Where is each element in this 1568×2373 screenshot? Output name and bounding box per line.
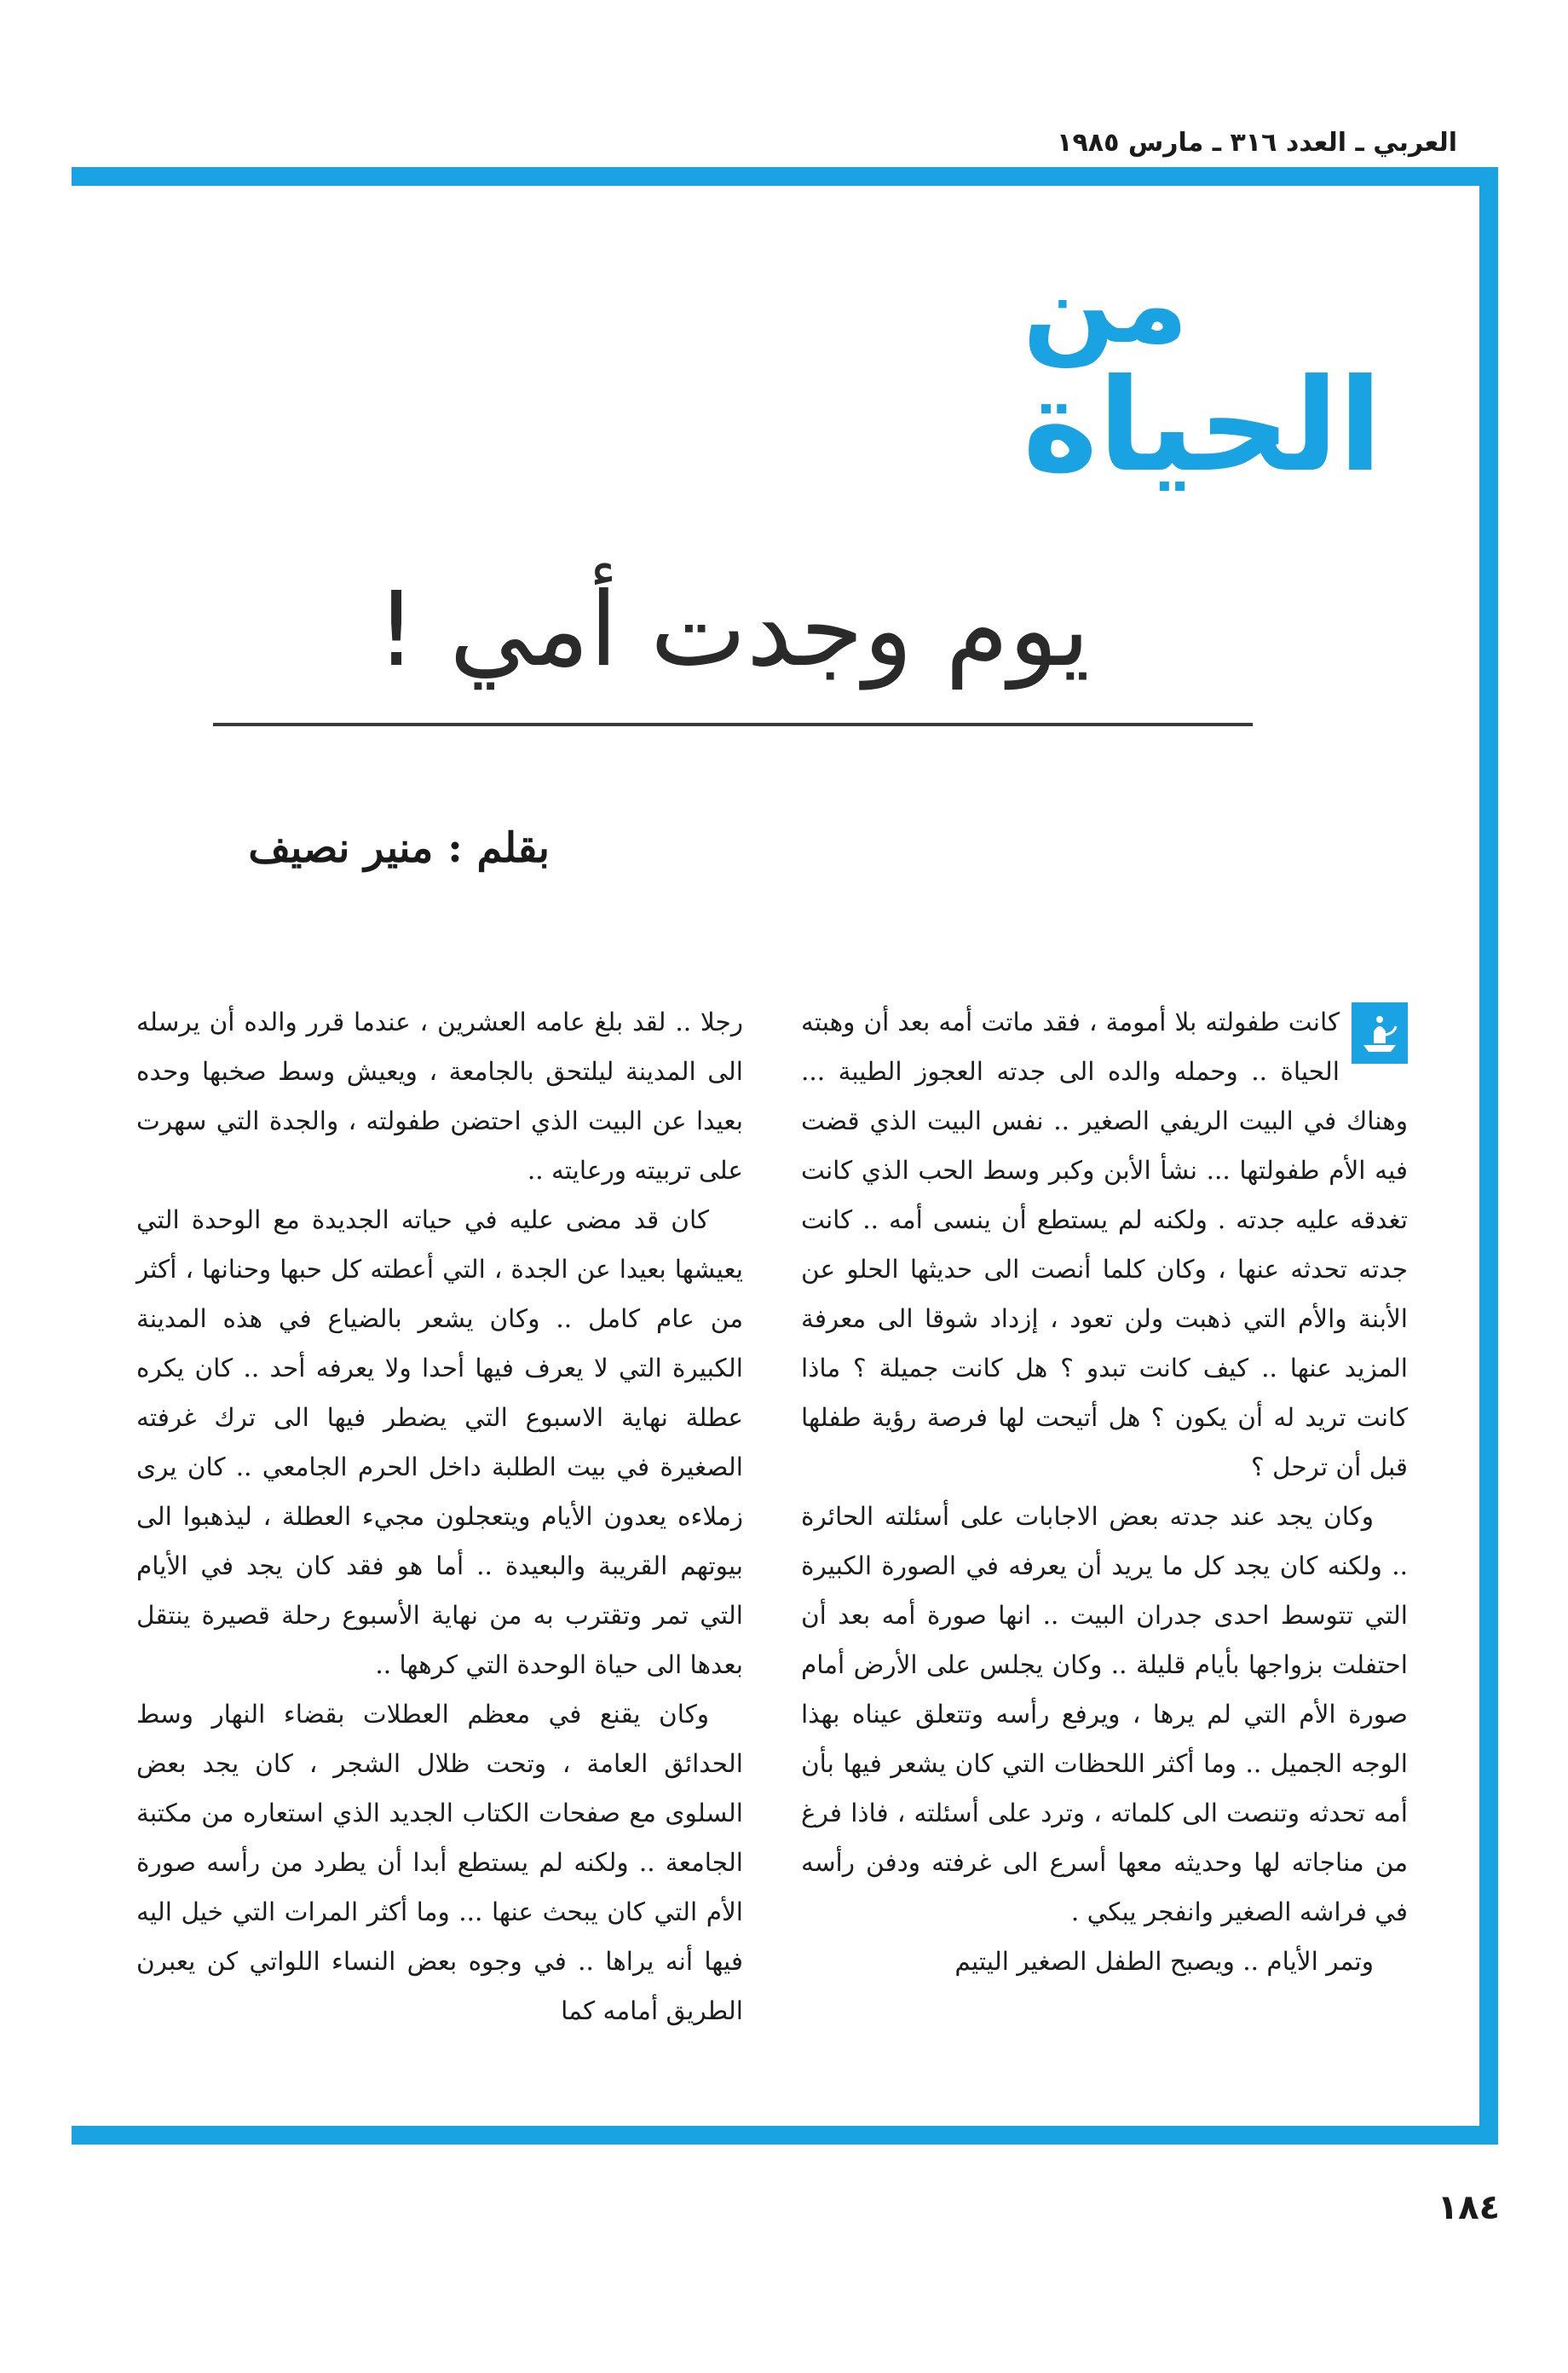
title-underline	[213, 723, 1253, 726]
frame-bottom-border	[72, 2126, 1498, 2145]
paragraph: وكان يقنع في معظم العطلات بقضاء النهار وسط الحدائق العامة ، وتحت ظلال الشجر ، كان يجد بعض السلوى مع صفحات الكتاب الجديد الذي استعاره من مكتبة الجامعة .. ولكنه لم يستطع أبدا أن يطرد من رأسه صورة الأم التي كان يبحث عنها ... وما أكثر المرات التي خيل اليه فيها أنه يراها .. في وجوه بعض النساء اللواتي كن يعبرن الطريق أمامه كما	[136, 1700, 743, 2025]
running-header: العربي ـ العدد ٣١٦ ـ مارس ١٩٨٥	[1057, 128, 1457, 158]
article-column-right	[801, 997, 1408, 2105]
section-logo-line2: الحياة	[1023, 351, 1382, 500]
paragraph: كان قد مضى عليه في حياته الجديدة مع الوحدة التي يعيشها بعيدا عن الجدة ، التي أعطته كل حبها وحنانها ، أكثر من عام كامل .. وكان يشعر بالضياع في هذه المدينة الكبيرة التي لا يعرف فيها أحدا ولا يعرفه أحد .. كان يكره عطلة نهاية الاسبوع التي يضطر فيها الى ترك غرفته الصغيرة في بيت الطلبة داخل الحرم الجامعي .. كان يرى زملاءه يعدون الأيام ويتعجلون مجيء العطلة ، ليذهبوا الى بيوتهم القريبة والبعيدة .. أما هو فقد كان يجد في الأيام التي تمر وتقترب به من نهاية الأسبوع رحلة قصيرة ينتقل بعدها الى حياة الوحدة التي كرهها ..	[136, 1205, 743, 1679]
article-byline: بقلم : منير نصيف	[248, 824, 550, 872]
frame-top-border	[72, 167, 1498, 186]
article-title: يوم وجدت أمي !	[376, 571, 1090, 690]
page-number: ١٨٤	[1437, 2188, 1500, 2227]
article-column-left	[136, 997, 743, 2105]
paragraph: وكان يجد عند جدته بعض الاجابات على أسئلته الحائرة .. ولكنه كان يجد كل ما يريد أن يعرفه في الصورة الكبيرة التي تتوسط احدى جدران البيت .. انها صورة أمه بعد أن احتفلت بزواجها بأيام قليلة .. وكان يجلس على الأرض أمام صورة الأم التي لم يرها ، ويرفع رأسه وتتعلق عيناه بهذا الوجه الجميل .. وما أكثر اللحظات التي كان يشعر فيها بأن أمه تحدثه وتنصت الى كلماته ، وترد على أسئلته ، فاذا فرغ من مناجاته لها وحديثه معها أسرع الى غرفته ودفن رأسه في فراشه الصغير وانفجر يبكي .	[801, 1502, 1408, 1926]
section-logo	[1023, 241, 1415, 500]
section-logo-line1: من	[1023, 241, 1189, 369]
paragraph: كانت طفولته بلا أمومة ، فقد ماتت أمه بعد أن وهبته الحياة .. وحمله والده الى جدته العجوز الطيبة ... وهناك في البيت الريفي الصغير .. نفس البيت الذي قضت فيه الأم طفولتها ... نشأ الأبن وكبر وسط الحب الذي كانت تغدقه عليه جدته . ولكنه لم يستطع أن ينسى أمه .. كانت جدته تحدثه عنها ، وكان كلما أنصت الى حديثها الحلو عن الأبنة والأم التي ذهبت ولن تعود ، إزداد شوقا الى معرفة المزيد عنها .. كيف كانت تبدو ؟ هل كانت جميلة ؟ ماذا كانت تريد له أن يكون ؟ هل أتيحت لها فرصة رؤية طفلها قبل أن ترحل ؟	[801, 1008, 1408, 1481]
paragraph: وتمر الأيام .. ويصبح الطفل الصغير اليتيم	[954, 1947, 1374, 1976]
frame-right-border	[1479, 167, 1498, 2145]
paragraph: رجلا .. لقد بلغ عامه العشرين ، عندما قرر والده أن يرسله الى المدينة ليلتحق بالجامعة ، ويعيش وسط صخبها وحده بعيدا عن البيت الذي احتضن طفولته ، والجدة التي سهرت على تربيته ورعايته ..	[136, 1008, 743, 1185]
section-marker-icon	[1352, 1002, 1408, 1064]
